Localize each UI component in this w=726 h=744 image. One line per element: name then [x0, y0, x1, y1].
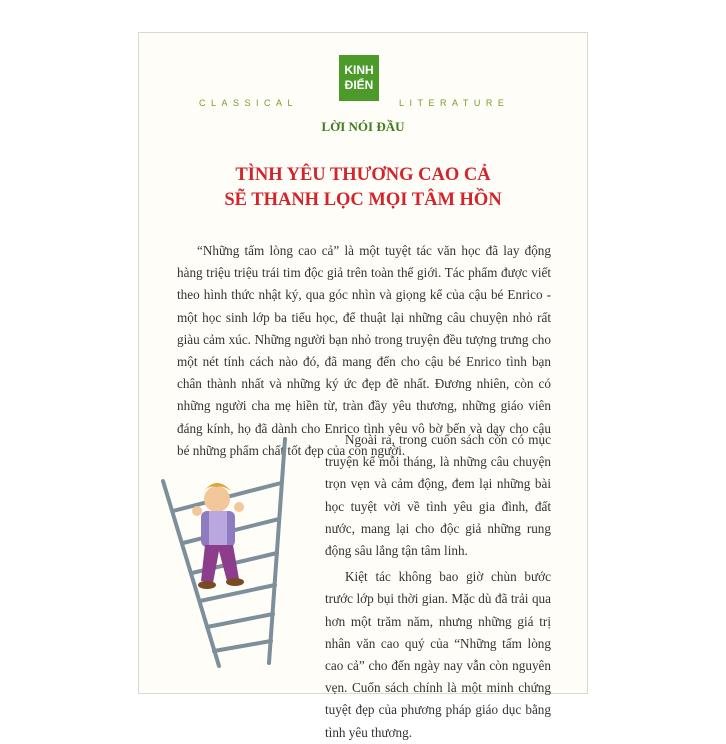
- logo-line-2: ĐIỂN: [344, 78, 374, 92]
- title-line-2: SẼ THANH LỌC MỌI TÂM HỒN: [224, 190, 502, 210]
- series-label-right: LITERATURE: [399, 98, 510, 108]
- paragraph-3: Kiệt tác không bao giờ chùn bước trước lớp bụi thời gian. Mặc dù đã trải qua hơn một trăm năm, nhưng những giá trị nhân văn cao quý của “Những tấm lòng cao cả” cho đến ngày nay vẫn còn nguyên vẹn. Cuốn sách chính là một minh chứng tuyệt đẹp của phương pháp giáo dục bằng tình yêu thương.: [325, 569, 551, 740]
- boy-on-ladder-illustration: [157, 431, 287, 671]
- section-heading: LỜI NÓI ĐẦU: [321, 119, 405, 134]
- paragraph-1: “Những tấm lòng cao cả” là một tuyệt tác văn học đã lay động hàng triệu triệu trái tim độc giả trên toàn thế giới. Tác phẩm được viết theo hình thức nhật ký, qua góc nhìn và giọng kể của cậu bé Enrico - một học sinh lớp ba tiểu học, để thuật lại những câu chuyện nhỏ rất giàu cảm xúc. Những người bạn nhỏ trong truyện đều tượng trưng cho một nét tính cách nào đó, đã mang đến cho cậu bé Enrico tình bạn chân thành nhất và những ký ức đẹp đẽ nhất. Đương nhiên, còn có những người cha mẹ hiền từ, tràn đầy yêu thương, những giáo viên đáng kính, họ đã dành cho Enrico tình yêu vô bờ bến và dạy cho cậu bé những phẩm chất tốt đẹp của con người.: [177, 243, 551, 458]
- paragraph-2: Ngoài ra, trong cuốn sách còn có mục truyện kể mỗi tháng, là những câu chuyện trọn vẹn và cảm động, đem lại những bài học tuyệt vời về tình yêu gia đình, đất nước, mang lại cho độc giả những rung động sâu lắng tận tâm linh.: [325, 432, 551, 559]
- series-label-left: CLASSICAL: [199, 98, 299, 108]
- page-title: [139, 163, 587, 213]
- kinh-dien-logo: [339, 55, 379, 101]
- book-page: [138, 32, 588, 740]
- paragraph-2-3-block: [325, 429, 551, 744]
- title-line-1: TÌNH YÊU THƯƠNG CAO CẢ: [235, 165, 491, 185]
- logo-line-1: KINH: [344, 63, 374, 77]
